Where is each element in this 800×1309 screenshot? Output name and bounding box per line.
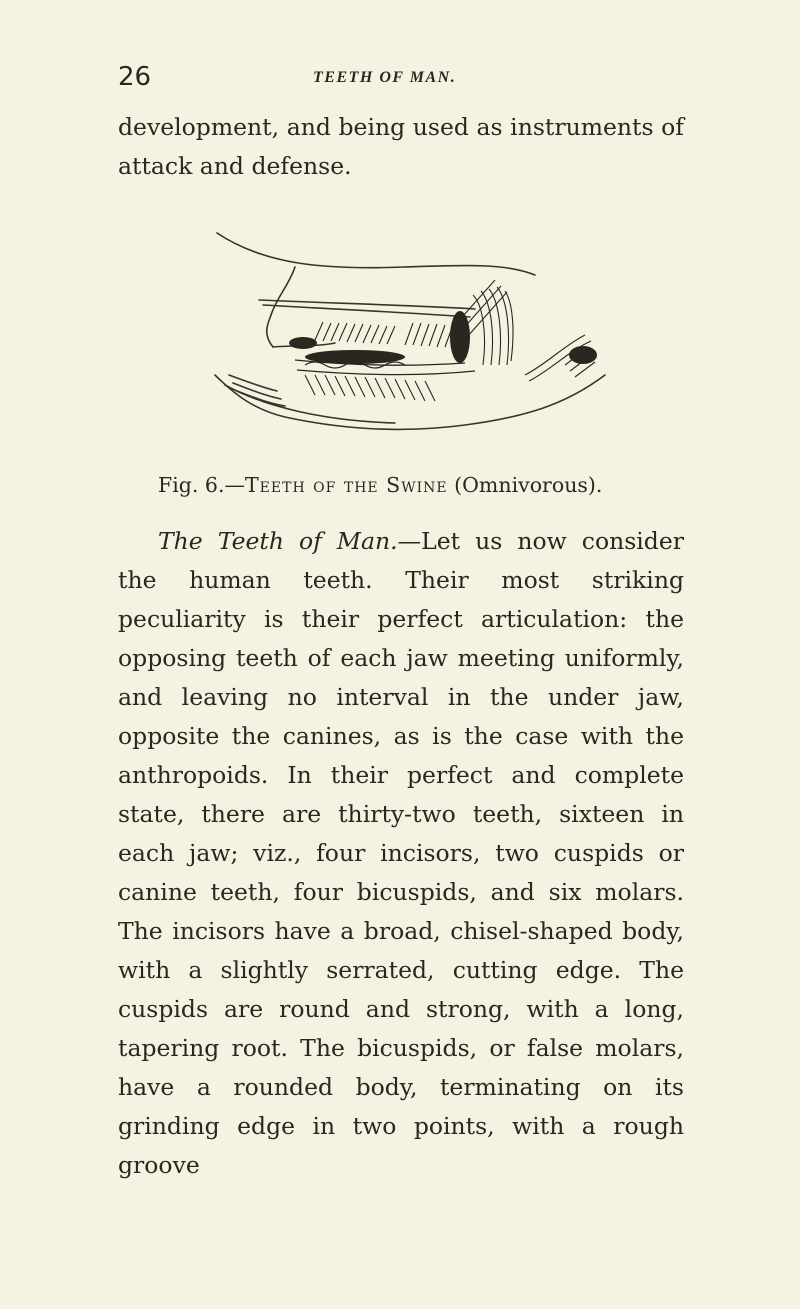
caption-label: Fig. 6.—	[158, 473, 245, 497]
paragraph-body: —Let us now consider the human teeth. Their most striking peculiarity is their perfect articulation: the opposing teeth of each jaw meeting uniformly, and leaving no interval in the under jaw, opposite the canines, as is the case with the anthropoids. In their perfect and complete state, there are thirty-two teeth, sixteen in each jaw; viz., four incisors, two cuspids or canine teeth, four bicuspids, and six molars. The incisors have a broad, chisel-shaped body, with a slightly serrated, cutting edge. The cuspids are round and strong, with a long, tapering root. The bicuspids, or false molars, have a rounded body, terminating on its grinding edge in two points, with a rough groove	[118, 527, 684, 1179]
running-head: TEETH OF MAN.	[313, 69, 457, 86]
page-number: 26	[118, 62, 152, 92]
section-title: The Teeth of Man.	[158, 527, 398, 555]
swine-jaw-illustration	[205, 225, 620, 445]
caption-paren: (Omnivorous).	[447, 473, 603, 497]
figure-caption	[158, 473, 678, 497]
paragraph-continuation: development, and being used as instruments of attack and defense.	[118, 113, 684, 180]
caption-title: Teeth of the Swine	[245, 473, 448, 497]
page-header	[118, 62, 680, 98]
paragraph-teeth-of-man	[118, 522, 684, 1185]
